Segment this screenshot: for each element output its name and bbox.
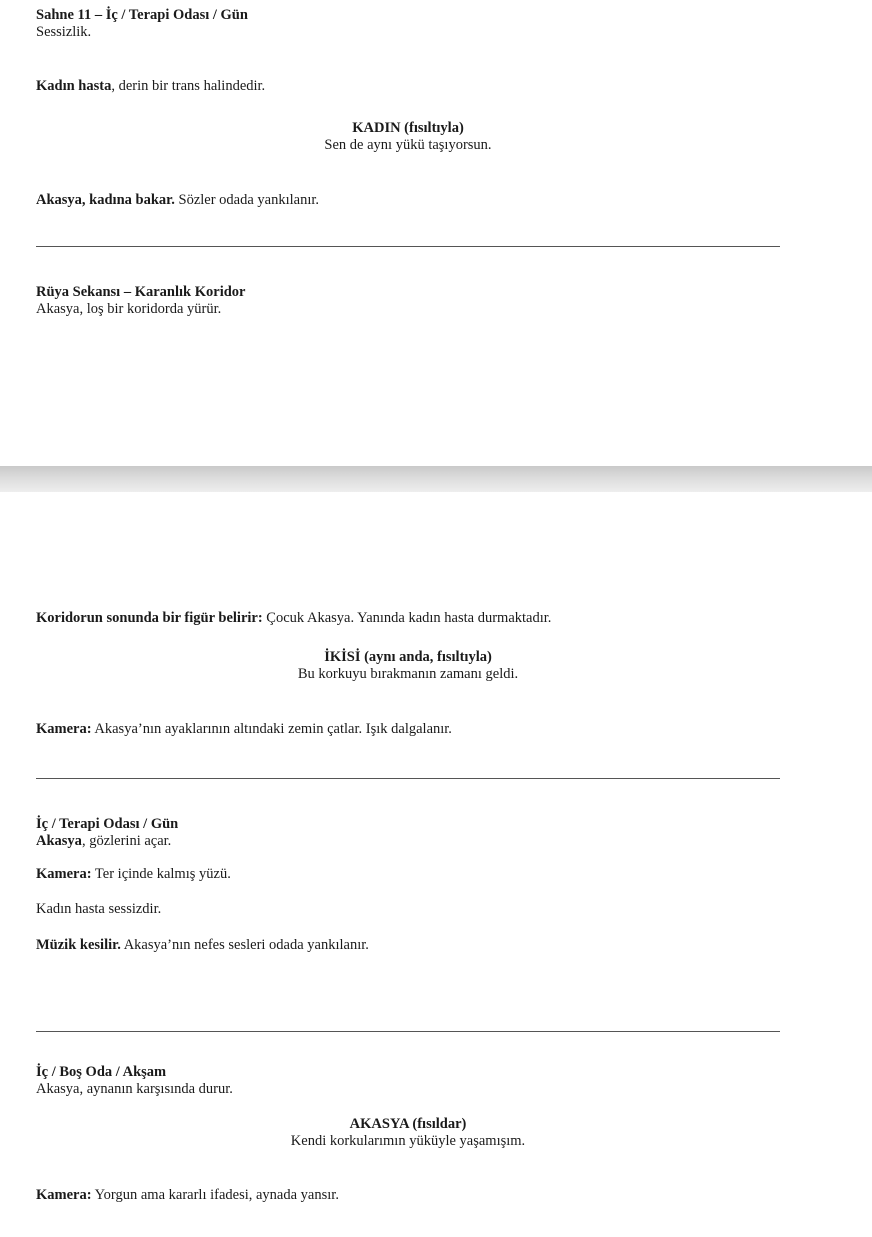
dialogue-block [0, 120, 816, 154]
action-bold: Koridorun sonunda bir figür belirir: [36, 610, 263, 626]
scene-heading: Sahne 11 – İç / Terapi Odası / Gün [36, 7, 248, 23]
camera-label: Kamera: [36, 721, 92, 737]
dialogue-block [0, 1116, 816, 1150]
action-paragraph [36, 78, 796, 95]
action-text: , gözlerini açar. [81, 833, 172, 849]
camera-label: Kamera: [36, 1187, 92, 1203]
scene-heading: İç / Terapi Odası / Gün [36, 816, 179, 832]
action-text: Yorgun ama kararlı ifadesi, aynada yansır. [91, 1187, 339, 1203]
action-text: Çocuk Akasya. Yanında kadın hasta durmaktadır. [262, 610, 552, 626]
dialogue-line: Bu korkuyu bırakmanın zamanı geldi. [297, 666, 519, 682]
scene-heading: İç / Boş Oda / Akşam [36, 1064, 167, 1080]
camera-label: Kamera: [36, 866, 92, 882]
action-text: Sözler odada yankılanır. [174, 192, 320, 208]
action-text: Akasya’nın nefes sesleri odada yankılanır. [120, 937, 369, 953]
document-page-1 [0, 0, 872, 466]
character-name: Kadın hasta [36, 78, 112, 94]
character-name: Akasya [36, 833, 82, 849]
action-bold: Müzik kesilir. [36, 937, 121, 953]
scene-heading: Rüya Sekansı – Karanlık Koridor [36, 284, 246, 300]
section-divider [36, 778, 780, 779]
dialogue-character: İKİSİ (aynı anda, fısıltıyla) [324, 649, 492, 665]
section-divider [36, 1031, 780, 1032]
action-paragraph [36, 866, 796, 883]
action-bold: Akasya, kadına bakar. [36, 192, 175, 208]
action-paragraph [36, 1187, 796, 1204]
action-text: , derin bir trans halindedir. [111, 78, 266, 94]
action-text: Akasya’nın ayaklarının altındaki zemin çatlar. Işık dalgalanır. [91, 721, 452, 737]
page-break [0, 466, 872, 492]
action-paragraph [36, 937, 796, 954]
scene-heading-block [36, 7, 796, 41]
action-text: Ter içinde kalmış yüzü. [91, 866, 231, 882]
action-line: Akasya, aynanın karşısında durur. [36, 1081, 233, 1097]
action-line: Akasya, loş bir koridorda yürür. [36, 301, 222, 317]
action-paragraph [36, 721, 796, 738]
action-paragraph [36, 192, 796, 209]
dialogue-character: AKASYA (fısıldar) [349, 1116, 467, 1132]
action-paragraph [36, 610, 796, 627]
scene-heading-block [36, 816, 796, 850]
dialogue-character: KADIN (fısıltıyla) [352, 120, 464, 136]
section-divider [36, 246, 780, 247]
scene-heading-block [36, 284, 796, 318]
scene-heading-block [36, 1064, 796, 1098]
document-page-2 [0, 492, 872, 1237]
dialogue-block [0, 649, 816, 683]
action-text: Kadın hasta sessizdir. [36, 901, 162, 917]
dialogue-line: Kendi korkularımın yüküyle yaşamışım. [290, 1133, 526, 1149]
action-line: Sessizlik. [36, 24, 92, 40]
dialogue-line: Sen de aynı yükü taşıyorsun. [324, 137, 492, 153]
action-paragraph [36, 901, 796, 918]
